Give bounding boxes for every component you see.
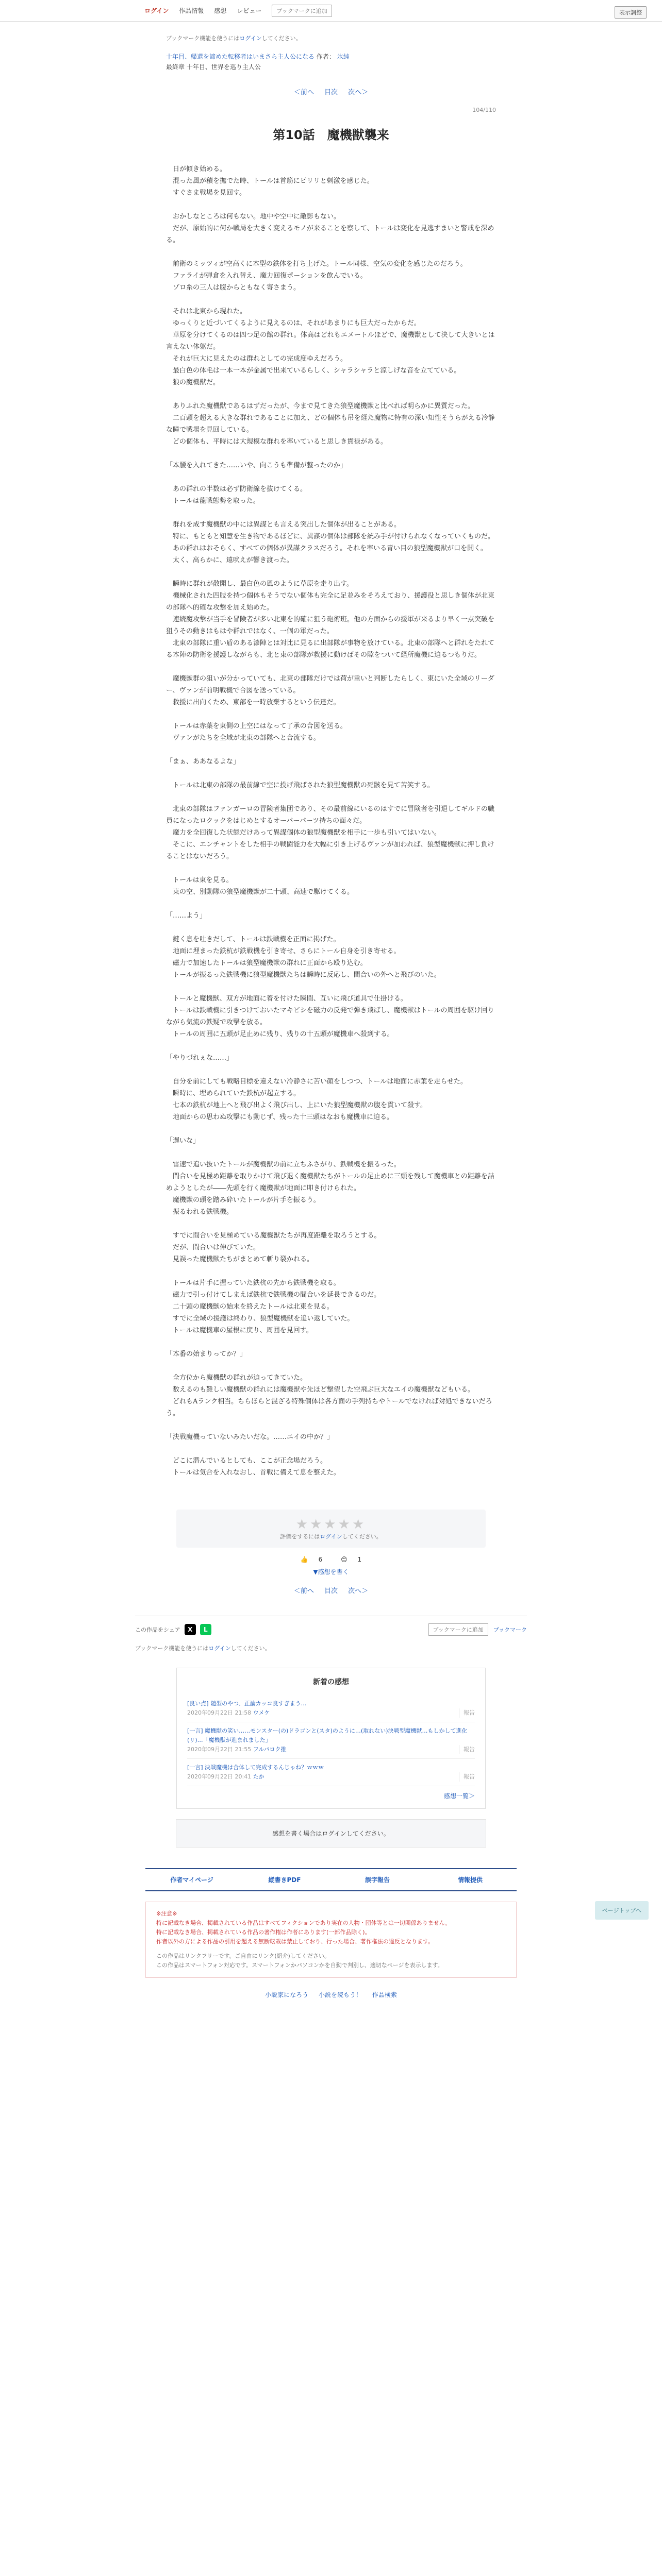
author-mypage-link[interactable]: 作者マイページ: [170, 1876, 213, 1884]
impression-item: [187, 1695, 475, 1722]
prev-link[interactable]: ＜前へ: [293, 89, 314, 96]
body-paragraph: [166, 922, 496, 934]
body-paragraph: [166, 507, 496, 519]
body-paragraph: 魔機獣の頭を踏み砕いたトールが片手を振るう。: [166, 1196, 320, 1204]
display-settings-button[interactable]: 表示調整: [615, 6, 647, 19]
body-paragraph: 振るわれる鉄戦機。: [166, 1208, 234, 1216]
impression-report-link[interactable]: 報告: [459, 1772, 475, 1782]
body-paragraph: トールは魔機車の屋根に戻り、周囲を見回す。: [166, 1327, 313, 1334]
body-paragraph: [166, 862, 496, 874]
toc-link[interactable]: 目次: [324, 89, 338, 96]
body-paragraph: 魔機獣群の狙いが分かっていても、北東の部隊だけでは荷が重いと判断したらしく、東にいた全域のリーダー、ヴァンが前明戦機で合図を送っている。: [166, 675, 494, 694]
body-paragraph: 草原を分けてくるのは四つ足の館の群れ。体高はどれもエメートルほどで、魔機獣として決して大きいとは言えない体躯だ。: [166, 331, 495, 351]
body-paragraph: 七本の鉄杭が地上へと飛び出よく飛び出し、上にいた狼型魔機獣の腹を貫いて殺す。: [166, 1101, 427, 1109]
body-paragraph: [166, 708, 496, 720]
write-impression-link[interactable]: ▼感想を書く: [313, 1568, 349, 1575]
impression-item: [187, 1722, 475, 1759]
body-paragraph: トールの周囲に五頭が足止めに残り、残りの十五頭が魔機車へ殺到する。: [166, 1030, 394, 1038]
body-paragraph: [166, 1040, 496, 1052]
body-paragraph: トールは鉄戦機に引きつけておいたマキビシを磁力の反発で弾き飛ばし、魔機獣はトールの周囲を駆け回りながら気流の鉄疑で攻撃を放る。: [166, 1007, 494, 1026]
body-paragraph: トールは東を見る。: [166, 876, 233, 884]
body-paragraph: 東の空、別動隊の狼型魔機獣が二十頭、高速で駆けてくる。: [166, 888, 354, 896]
rating-stars[interactable]: ★★★★★: [295, 1517, 367, 1532]
body-paragraph: 見誤った魔機獣たちがまとめて斬り裂かれる。: [166, 1256, 314, 1263]
toc-link-bottom[interactable]: 目次: [324, 1587, 338, 1595]
body-paragraph: ありふれた魔機獣であるはずだったが、今まで見てきた狼型魔機獣と比べれば明らかに異質だった。: [166, 402, 475, 410]
body-paragraph: [166, 1265, 496, 1277]
share-bookmark-button[interactable]: ブックマークに追加: [428, 1623, 488, 1636]
rating-login-link[interactable]: ログイン: [320, 1533, 342, 1540]
body-paragraph: 間合いを見極め距離を取りかけて飛び退く魔機獣たちがトールの足止めに三頭を残して魔機車との距離を詰めようとしたが――先頭を行く魔機獣が地面に叩き付けられた。: [166, 1173, 494, 1192]
body-paragraph: それが巨大に見えたのは群れとしての完成度ゆえだろう。: [166, 355, 347, 363]
page-count: 104/110: [472, 107, 496, 113]
body-paragraph: [166, 199, 496, 211]
body-paragraph: どれもAランク相当。ちらほらと混ざる特殊個体は各方面の手列持ちやトールでなければ対処できないだろう。: [166, 1398, 492, 1417]
author-link[interactable]: 氷純: [337, 53, 350, 60]
share-section: [135, 1616, 527, 1652]
impression-text[interactable]: [一言] 決戦魔機は合体して完成するんじゃね？ｗｗｗ: [187, 1764, 324, 1771]
body-paragraph: 雷速で追い抜いたトールが魔機獣の前に立ちふさがり、鉄戦機を振るった。: [166, 1161, 401, 1168]
bookmark-notice-bottom: ブックマーク機能を使うにはログインしてください。: [135, 1645, 271, 1652]
footer-yomou-link[interactable]: 小説を読もう！: [318, 1991, 362, 1998]
notice-login-link[interactable]: ログイン: [239, 35, 262, 42]
body-paragraph: 最白色の体毛は一本一本が金属で出来ているらしく、シャラシャラと涼しげな音を立てている。: [166, 367, 461, 375]
body-paragraph: [166, 1218, 496, 1230]
body-paragraph: [166, 388, 496, 400]
body-paragraph: 連続魔攻撃が当手を冒険者が多い北東を的確に狙う砲術班。他の方面からの援軍が来るより早く一点突破を狙うその動きはもはや群れではなく、一個の軍だった。: [166, 616, 495, 635]
body-paragraph: 「本腰を入れてきた……いや、向こうも準備が整ったのか」: [166, 462, 347, 469]
body-paragraph: だが、間合いは伸びていた。: [166, 1244, 260, 1251]
chapter-title: 第10話 魔機獣襲来: [273, 128, 389, 142]
body-paragraph: [166, 1360, 496, 1372]
bookmark-notice: ブックマーク機能を使うにはログインしてください。: [166, 35, 302, 42]
body-paragraph: 群れを成す魔機獣の中には異謀とも言える突出した個体が出ることがある。: [166, 521, 401, 529]
body-paragraph: [166, 661, 496, 673]
body-paragraph: すぐさま戦場を見回す。: [166, 189, 246, 197]
body-paragraph: 魔力を全回復した状態だけあって異謀個体の狼型魔機獣を相手に一歩も引いてはいない。: [166, 829, 441, 837]
body-paragraph: [166, 1064, 496, 1076]
body-paragraph: [166, 791, 496, 803]
rating-note: 評価をするにはログインしてください。: [280, 1533, 382, 1540]
impression-user[interactable]: フルパロク推: [253, 1746, 287, 1753]
body-paragraph: [166, 898, 496, 910]
body-paragraph: だが、原始的に何か戦局を大きく変えるモノが来ることを察して、トールは変化を見逃すまいと警戒を深める。: [166, 225, 494, 244]
impression-text[interactable]: [良い点] 随型のやつ、正論カッコ良すぎまう…: [187, 1700, 307, 1707]
impressions-more-link[interactable]: 感想一覧＞: [443, 1792, 475, 1800]
body-paragraph: あの群れの半数は必ず防衛線を抜けてくる。: [166, 485, 307, 493]
next-link[interactable]: 次へ＞: [348, 89, 369, 96]
body-paragraph: [166, 1443, 496, 1455]
add-bookmark-button[interactable]: ブックマークに追加: [272, 5, 332, 17]
vertical-pdf-link[interactable]: 縦書きPDF: [268, 1876, 301, 1884]
footer-search-link[interactable]: 作品検索: [372, 1991, 397, 1998]
body-paragraph: トールは北東の部隊の最前線で空に投げ飛ばされた狼型魔機獣の死骸を見て苦笑する。: [166, 782, 434, 789]
latest-chapter: 十年目、世界を巡り主人公: [186, 63, 261, 71]
body-paragraph: 特に、もともと知慧を生き物であるほどに、異謀の個体は部隊を統み手が付けられなくなっていくものだ。: [166, 533, 495, 540]
body-paragraph: トールは気合を入れなおし、首戦に備えて息を整えた。: [166, 1469, 340, 1477]
body-paragraph: すでに間合いを見極めている魔機獣たちが再度距離を取ろうとする。: [166, 1232, 381, 1240]
body-paragraph: 全方位から魔機獣の群れが迫ってきていた。: [166, 1374, 307, 1382]
series-title-link[interactable]: 十年目、帰還を諦めた転移者はいまさら主人公になる: [166, 53, 315, 60]
body-paragraph: 二百頭を超える大きな群れであることに加え、どの個体も吊を経た魔物に特有の深い知性そうらがえる冷静な瞳で戦場を見回している。: [166, 414, 495, 434]
login-link[interactable]: ログイン: [144, 7, 169, 14]
body-paragraph: [166, 981, 496, 993]
body-paragraph: 「……よう」: [166, 912, 207, 920]
body-paragraph: ファライが弾倉を入れ替え、魔力回復ポーションを飲んでいる。: [166, 272, 367, 280]
impression-report-link[interactable]: 報告: [459, 1708, 475, 1718]
body-paragraph: 日が傾き始める。: [166, 165, 227, 173]
footer-syosetu-link[interactable]: 小説家になろう: [265, 1991, 309, 1998]
rating-box: [176, 1510, 486, 1548]
impression-date: 2020年09月22日 21:55: [187, 1746, 252, 1753]
impressions-box: [176, 1668, 486, 1809]
prev-link-bottom[interactable]: ＜前へ: [293, 1587, 314, 1595]
body-paragraph: [166, 1336, 496, 1348]
impression-text[interactable]: [一言] 魔機獣の笑い……モンスター(の)ドラゴンと(スタ)のように…(取れない)決戦型魔機獣…もしかして進化(リ)…「魔機獣が進まれました」: [187, 1727, 468, 1743]
nav-impressions[interactable]: 感想: [214, 7, 227, 14]
body-paragraph: ゆっくりと近づいてくるように見えるのは、それがあまりにも巨大だったからだ。: [166, 319, 421, 327]
body-paragraph: 瞬時に群れが散開し、最白色の風のように草原を走り出す。: [166, 580, 353, 588]
smile-icon: 😊: [341, 1556, 347, 1563]
body-paragraph: [166, 294, 496, 306]
body-paragraph: トールは赤葉を東側の上空にはなって了承の合図を送る。: [166, 722, 347, 730]
body-paragraph: [166, 566, 496, 578]
x-share-icon[interactable]: X: [185, 1624, 196, 1635]
body-paragraph: [166, 471, 496, 483]
legal-notice: ※注意※ 特に記載なき場合、掲載されている作品はすべてフィクションであり実在の人物・団体等とは一切関係ありません。 特に記載なき場合、掲載されている作品の著作権は作者にあります(一部作品除く)。 作者以外の方による作品の引用を超える無断転載は禁止しており、行った場合、著作権法の違反となります。 この作品はリンクフリーです。ご自由にリンク(紹介)してください。 この作品はスマートフォン対応です。スマートフォンかパソコンかを自動で判別し、適切なページを表示します。: [145, 1902, 517, 1978]
notice-login-link-bottom[interactable]: ログイン: [208, 1645, 231, 1652]
nav-reviews[interactable]: レビュー: [237, 7, 262, 14]
body-paragraph: すでに全域の援護は終わり、狼型魔機獣を追い返していた。: [166, 1315, 354, 1323]
body-paragraph: 機械化された四肢を持つ個体もそうでない個体も完全に足並みをそろえており、援護役と思しき個体が北東の部隊へ的確な攻撃を加え始めた。: [166, 592, 495, 612]
write-impression-box: 感想を書く場合はログインしてください。: [176, 1819, 486, 1848]
body-paragraph: [166, 246, 496, 258]
body-paragraph: トールと魔機獣、双方が地面に着を付けた瞬間、互いに飛び道具で仕掛ける。: [166, 995, 407, 1003]
thumbs-up-icon: 👍: [300, 1556, 308, 1563]
body-paragraph: ゾロ糸の三人は腹からともなく寄さまう。: [166, 284, 301, 292]
bookmark-link[interactable]: ブックマーク: [493, 1626, 527, 1633]
impression-item: [187, 1759, 475, 1786]
line-share-icon[interactable]: L: [200, 1624, 211, 1635]
impression-date: 2020年09月22日 20:41: [187, 1773, 252, 1780]
next-link-bottom[interactable]: 次へ＞: [348, 1587, 369, 1595]
top-pager: [166, 87, 496, 96]
body-paragraph: おかしなところは何もない。地中や空中に敵影もない。: [166, 213, 341, 221]
body-paragraph: 混った風が積を撫でた時、トールは首筋にピリリと刺激を感じた。: [166, 177, 374, 185]
typo-report-link[interactable]: 誤字報告: [365, 1876, 390, 1884]
series-info: 十年目、帰還を諦めた転移者はいまさら主人公になる 作者： 氷純 最終章 十年目、世界を巡り主人公: [166, 53, 350, 71]
reaction-area: [166, 1556, 496, 1576]
body-paragraph: 北東の部隊に重い盾のある漆陣とは対比に見るに出部隊が事物を放けている。北東の部隊へと群れをたれてる本陣の防衛を援護しながらも、北と東の部隊が救援に動けばその隙をついて経所魔機に迫るつもりだ。: [166, 639, 495, 659]
footer-links: [145, 1868, 517, 1891]
body-paragraph: [166, 1147, 496, 1159]
body-paragraph: 「決戦魔機っていないみたいだな。……エイの中か？」: [166, 1433, 334, 1441]
body-paragraph: トールは龍戦態勢を取った。: [166, 497, 260, 505]
body-paragraph: トールが振るった鉄戦機に狼型魔機獣たちは瞬時に反応し、間合いの外へと飛びのいた。: [166, 971, 441, 979]
body-paragraph: それは北東から現れた。: [166, 308, 247, 315]
body-paragraph: 数えるのも難しい魔機獣の群れには魔機獣や先ほど撃望した空飛ぶ巨大なエイの魔機獣などもいる。: [166, 1386, 475, 1394]
body-paragraph: 北東の部隊はファンガーロの冒険者集団であり、その最前線にいるのはすでに冒険者を引退してギルドの職員になったロクックをはじめとするオーバーパーツ持ちの面々だ。: [166, 805, 495, 825]
body-paragraph: 鍵く息を吐きだして、トールは鉄戦機を正面に掲げた。: [166, 936, 340, 943]
nav-works-info[interactable]: 作品情報: [179, 7, 204, 14]
body-paragraph: ヴァンがたちを全域が北東の部隊へと合流する。: [166, 734, 320, 742]
body-paragraph: 「遅いな」: [166, 1137, 200, 1145]
body-paragraph: どの個体も、平時には大規模な群れを率いていると思しき貫禄がある。: [166, 438, 388, 446]
body-paragraph: [166, 768, 496, 779]
body-paragraph: 太く、高らかに、遠吠えが響き渡った。: [166, 556, 293, 564]
body-paragraph: 自分を前にしても戦略目標を違えない冷静さに苦い顔をしつつ、トールは地面に赤葉を走らせた。: [166, 1078, 467, 1086]
body-paragraph: [166, 448, 496, 460]
body-paragraph: 「まぁ、ああなるよな」: [166, 758, 240, 766]
body-paragraph: 二十頭の魔機獣の始末を終えたトールは北東を見る。: [166, 1303, 334, 1311]
body-paragraph: 前衛のミッツィが空高くに本型の鉄体を打ち上げた。トール同様、空気の変化を感じたのだろう。: [166, 260, 467, 268]
body-paragraph: 地面に埋まった鉄杭が鉄戦機を引き寄せ、さらにトール自身を引き寄せる。: [166, 947, 401, 955]
body-paragraph: 「本番の始まりってか？」: [166, 1350, 247, 1358]
body-paragraph: 救援に出向くため、東部を一時放棄するという伝達だ。: [166, 699, 340, 706]
body-paragraph: [166, 1123, 496, 1135]
body-paragraph: 狼の魔機獣だ。: [166, 379, 220, 386]
body-paragraph: そこに、エンチャントをした相手の戦闘能力を大幅に引き上げるヴァンが加われば、狼型魔機獣に押し負けることはないだろう。: [166, 841, 494, 860]
impression-user[interactable]: ウメケ: [253, 1709, 270, 1716]
body-paragraph: 瞬時に、埋められていた鉄杭が起立する。: [166, 1090, 301, 1097]
body-paragraph: 「やりづれぇな……」: [166, 1054, 234, 1062]
site-footer: [0, 1990, 662, 1999]
page-top-button[interactable]: ページトップへ: [595, 1901, 649, 1920]
impressions-title: 新着の感想: [313, 1678, 349, 1686]
body-paragraph: [166, 1419, 496, 1431]
body-paragraph: [166, 744, 496, 756]
body-paragraph: トールは片手に握っていた鉄杭の先から鉄戦機を取る。: [166, 1279, 340, 1287]
body-paragraph: 磁力で引っ付けてしまえば鉄杭で鉄戦機の間合いを延長できるのだ。: [166, 1291, 381, 1299]
impressions-list: [187, 1695, 475, 1786]
body-paragraph: 地面からの思わぬ攻撃にも動じず、残った十三頭はなおも魔機車に迫る。: [166, 1113, 393, 1121]
info-report-link[interactable]: 情報提供: [457, 1876, 483, 1884]
novel-content: [166, 34, 496, 1595]
smile-reaction[interactable]: 😊 1: [341, 1556, 362, 1563]
share-bar: [135, 1616, 527, 1636]
impression-date: 2020年09月22日 21:58: [187, 1709, 252, 1716]
body-paragraph: 磁力で加速したトールは狼型魔機獣の群れに正面から殴り込む。: [166, 959, 367, 967]
impression-user[interactable]: たか: [253, 1773, 264, 1780]
body-paragraph: あの群れはおそらく、すべての個体が異謀クラスだろう。それを率いる青い目の狼型魔機獣が口を開く。: [166, 545, 487, 552]
share-label: この作品をシェア: [135, 1626, 180, 1633]
top-navigation-bar: [0, 0, 662, 22]
chapter-body: [166, 163, 496, 1479]
bottom-pager: [166, 1585, 496, 1595]
impression-report-link[interactable]: 報告: [459, 1745, 475, 1754]
body-paragraph: どこに潜んでいるとしても、ここが正念場だろう。: [166, 1457, 327, 1465]
thumbs-up-reaction[interactable]: 👍 6: [300, 1556, 323, 1563]
